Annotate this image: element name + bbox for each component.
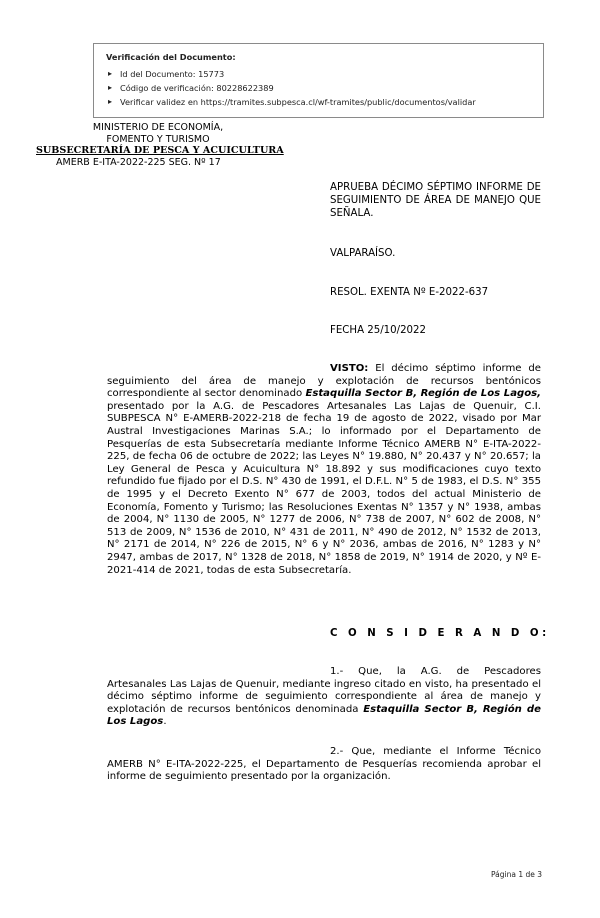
verification-url[interactable]: ▸ Verificar validez en https://tramites.subpesca.cl/wf-tramites/public/documentos/validar [106,95,543,109]
subsecretaria-name: SUBSECRETARÍA DE PESCA Y ACUICULTURA [36,145,284,156]
visto-text-1: El décimo séptimo informe de seguimiento del área de manejo y explotación de recursos bentónicos correspondiente al sector denominado [107,363,541,400]
document-id: ▸ Id del Documento: 15773 [106,67,543,81]
verification-list [106,67,543,109]
city: VALPARAÍSO. [330,248,396,259]
considerando-paragraph-1 [107,666,541,729]
resolution-date: FECHA 25/10/2022 [330,325,426,336]
visto-sector: Estaquilla Sector B, Región de Los Lagos, [305,388,542,400]
resolution-title: APRUEBA DÉCIMO SÉPTIMO INFORME DE SEGUIMIENTO DE ÁREA DE MANEJO QUE SEÑALA. [330,182,541,219]
verification-title: Verificación del Documento: [106,52,236,62]
letterhead [36,122,284,168]
considerando-1-text-2: . [163,716,167,728]
considerando-2-text: 2.- Que, mediante el Informe Técnico AMERB N° E-ITA-2022-225, el Departamento de Pesquerías recomienda aprobar el informe de seguimiento presentado por la organización. [107,746,541,783]
considerando-1-sector: Estaquilla Sector B, Región de Los Lagos [107,703,542,728]
visto-text-2: presentado por la A.G. de Pescadores Artesanales Las Lajas de Quenuir, C.I. SUBPESCA N° E-AMERB-2022-218 de fecha 19 de agosto de 2022, visado por Mar Austral Investigaciones Marinas S.A.; lo informado por el Departamento de Pesquerías de esta Subsecretaría mediante Informe Técnico AMERB N° E-ITA-2022-225, de fecha 06 de octubre de 2022; las Leyes N° 19.880, N° 20.437 y N° 20.657; la Ley General de Pesca y Acuicultura N° 18.892 y sus modificaciones cuyo texto refundido fue fijado por el D.S. N° 430 de 1991, el D.F.L. N° 5 de 1983, el D.S. N° 355 de 1995 y el Decreto Exento N° 677 de 2003, todos del actual Ministerio de Economía, Fomento y Turismo; las Resoluciones Exentas N° 1357 y N° 1938, ambas de 2004, N° 1130 de 2005, N° 1277 de 2006, N° 738 de 2007, N° 602 de 2008, N° 513 de 2009, N° 1536 de 2010, N° 431 de 2011, N° 490 de 2012, N° 1532 de 2013, N° 2171 de 2014, N° 226 de 2015, N° 6 y N° 2036, ambas de 2016, N° 1283 y N° 2947, ambas de 2017, N° 1328 de 2018, N° 1858 de 2019, N° 1914 de 2020, y Nº E-2021-414 de 2021, todas de esta Subsecretaría. [107,400,541,576]
ministry-line-1: MINISTERIO DE ECONOMÍA, [92,122,224,133]
ministry-line-2: FOMENTO Y TURISMO [106,133,210,145]
visto-paragraph [107,363,541,577]
verification-box [93,43,544,118]
visto-label: VISTO: [330,363,369,374]
resolution-number: RESOL. EXENTA Nº E-2022-637 [330,287,489,298]
considerando-heading: C O N S I D E R A N D O: [330,628,550,639]
amerb-reference: AMERB E-ITA-2022-225 SEG. Nº 17 [56,156,221,168]
page-number: Página 1 de 3 [490,870,542,879]
considerando-1-text-1: 1.- Que, la A.G. de Pescadores Artesanales Las Lajas de Quenuir, mediante ingreso citado en visto, ha presentado el décimo séptimo informe de seguimiento correspondiente al área de manejo y explotación de recursos bentónicos denominada [107,666,541,715]
verification-code: ▸ Código de verificación: 80228622389 [106,81,543,95]
considerando-paragraph-2 [107,746,541,784]
